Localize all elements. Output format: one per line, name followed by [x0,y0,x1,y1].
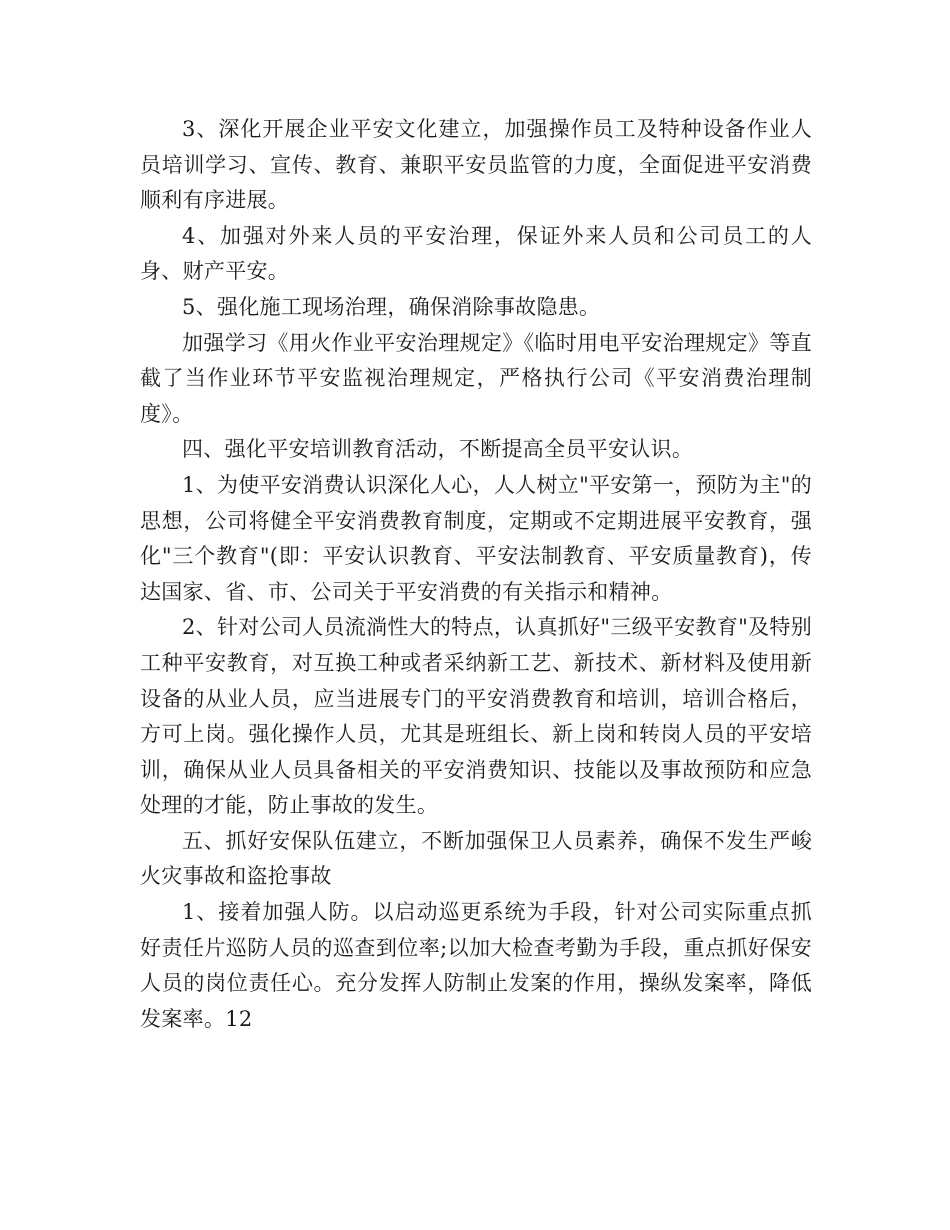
paragraph-item-4-visitors: 4、加强对外来人员的平安治理，保证外来人员和公司员工的人身、财产平安。 [140,223,812,284]
section-heading-four: 四、强化平安培训教育活动，不断提高全员平安认识。 [182,437,694,462]
paragraph-item-1-patrol: 1、接着加强人防。以启动巡更系统为手段，针对公司实际重点抓好责任片巡防人员的巡查到位率;以加大检查考勤为手段，重点抓好保安人员的岗位责任心。充分发挥人防制止发案的作用，操纵发案率，降低发案率。12 [140,900,812,1031]
paragraph-item-3-culture: 3、深化开展企业平安文化建立，加强操作员工及特种设备作业人员培训学习、宣传、教育、兼职平安员监管的力度，全面促进平安消费顺利有序进展。 [140,117,812,213]
paragraph-regulations: 加强学习《用火作业平安治理规定》《临时用电平安治理规定》等直截了当作业环节平安监视治理规定，严格执行公司《平安消费治理制度》。 [140,330,812,426]
document-body [140,112,812,1037]
paragraph-item-5-site: 5、强化施工现场治理，确保消除事故隐患。 [182,294,601,319]
paragraph-item-1-education: 1、为使平安消费认识深化人心，人人树立"平安第一，预防为主"的思想，公司将健全平安消费教育制度，定期或不定期进展平安教育，强化"三个教育"(即：平安认识教育、平安法制教育、平安质量教育)，传达国家、省、市、公司关于平安消费的有关指示和精神。 [140,472,812,604]
paragraph-item-2-training: 2、针对公司人员流淌性大的特点，认真抓好"三级平安教育"及特别工种平安教育，对互换工种或者采纳新工艺、新技术、新材料及使用新设备的从业人员，应当进展专门的平安消费教育和培训，培训合格后，方可上岗。强化操作人员，尤其是班组长、新上岗和转岗人员的平安培训，确保从业人员具备相关的平安消费知识、技能以及事故预防和应急处理的才能，防止事故的发生。 [140,615,812,818]
section-heading-five: 五、抓好安保队伍建立，不断加强保卫人员素养，确保不发生严峻火灾事故和盗抢事故 [140,828,812,889]
